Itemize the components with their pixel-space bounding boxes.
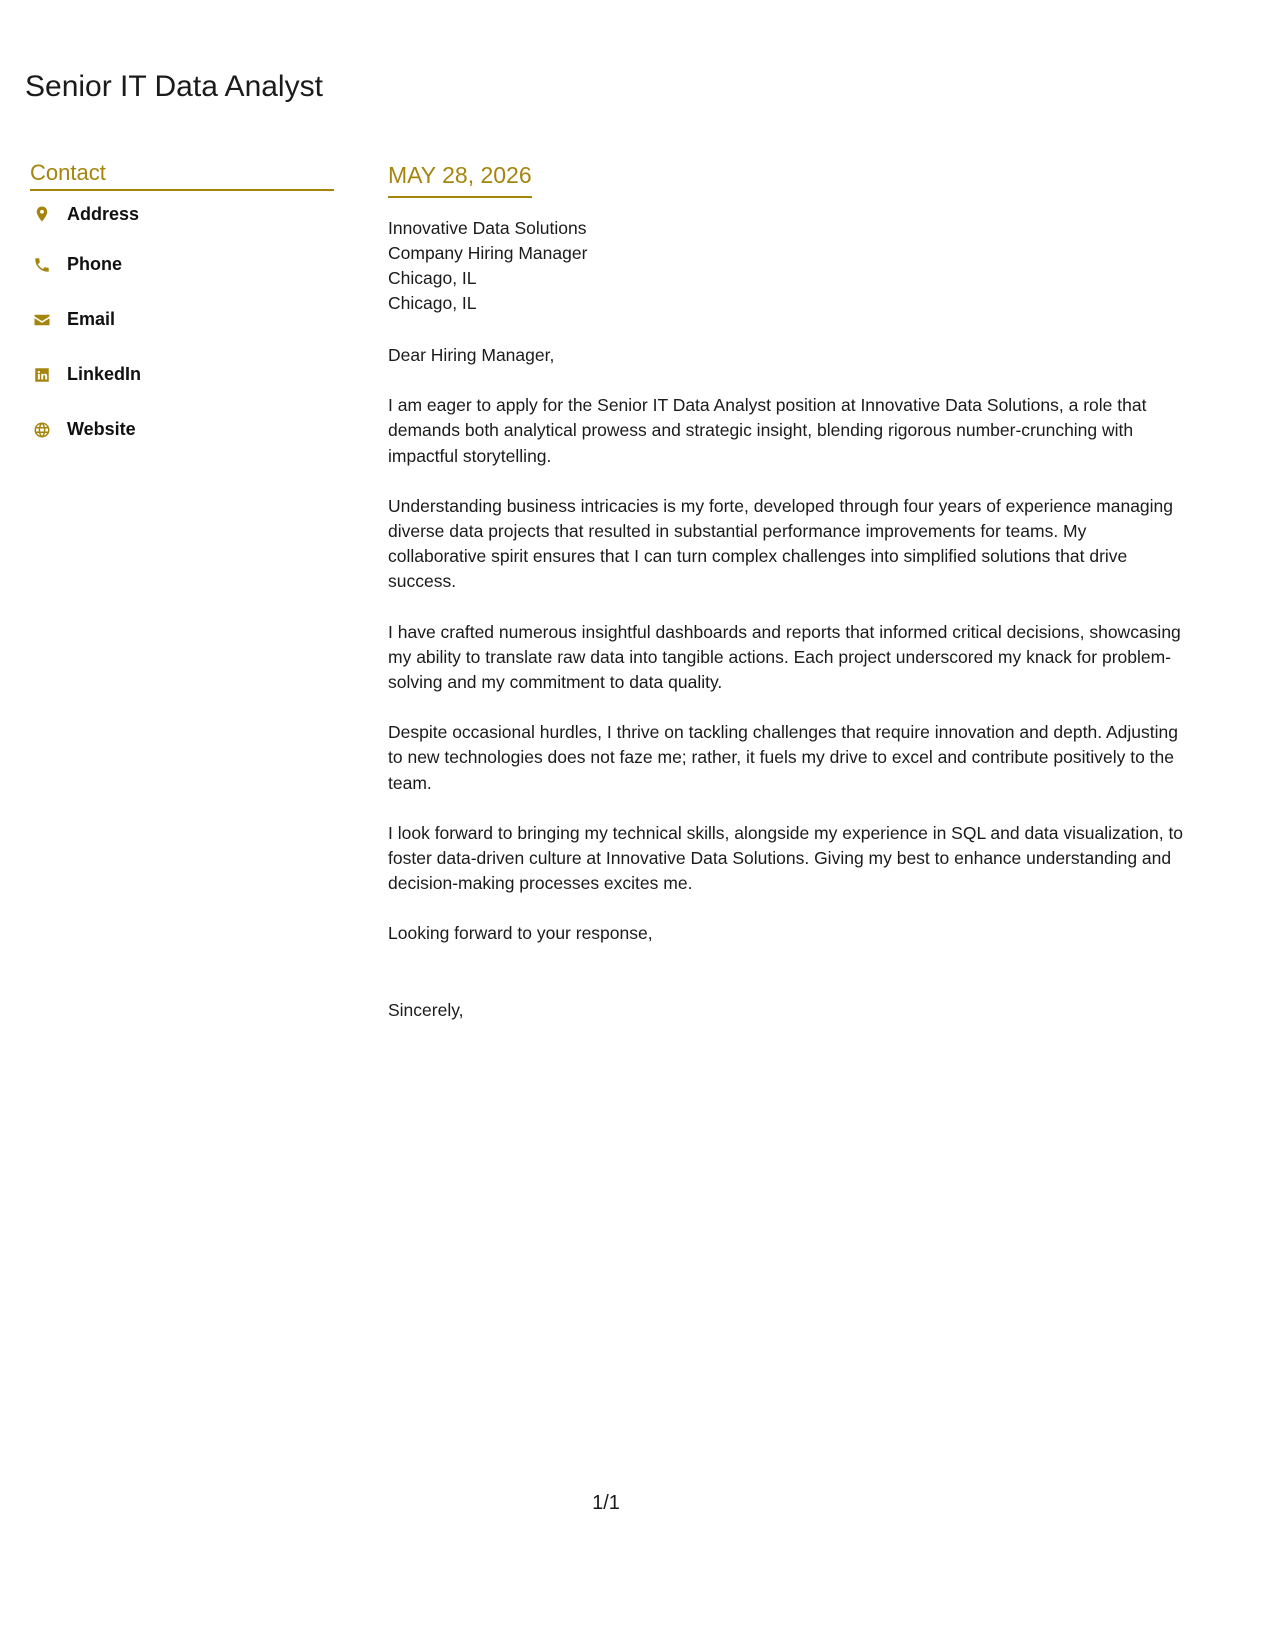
map-pin-icon: [30, 202, 54, 226]
linkedin-icon: [30, 363, 54, 387]
phone-icon: [30, 253, 54, 277]
letter-paragraph: Despite occasional hurdles, I thrive on tackling challenges that require innovation and depth. Adjusting to new technologies does not faze me; rather, it fuels my drive to excel and contribute positively to the team.: [388, 722, 1178, 793]
contact-label: LinkedIn: [67, 364, 142, 384]
contact-list: [30, 191, 334, 457]
letter-body: [388, 160, 1188, 1023]
contact-item-address: [30, 191, 334, 237]
contact-item-phone: [30, 237, 334, 292]
recipient-block: [388, 216, 1188, 316]
contact-label: Website: [67, 419, 136, 439]
recipient-company: Innovative Data Solutions: [388, 218, 587, 238]
letter-paragraph: I am eager to apply for the Senior IT Data Analyst position at Innovative Data Solutions, a role that demands both analytical prowess and strategic insight, blending rigorous number-crunching with impactful storytelling.: [388, 395, 1147, 466]
page-number: 1/1: [592, 1492, 620, 1514]
contact-label: Email: [67, 309, 116, 329]
recipient-city: Chicago, IL: [388, 268, 477, 288]
letter-paragraph: Understanding business intricacies is my forte, developed through four years of experience managing diverse data projects that resulted in substantial performance improvements for teams. My collaborative spirit ensures that I can turn complex challenges into simplified solutions that drive success.: [388, 495, 1174, 592]
contact-label: Address: [67, 203, 140, 224]
document-title: Senior IT Data Analyst: [25, 70, 323, 103]
contact-label: Phone: [67, 254, 123, 274]
recipient-contact: Company Hiring Manager: [388, 243, 588, 263]
globe-icon: [30, 418, 54, 442]
letter-paragraph: I look forward to bringing my technical skills, alongside my experience in SQL and data visualization, to foster data-driven culture at Innovative Data Solutions. Giving my best to enhance understanding and decision-making processes excites me.: [388, 822, 1184, 894]
recipient-city: Chicago, IL: [388, 293, 477, 313]
contact-item-linkedin: [30, 347, 334, 402]
contact-heading: Contact: [30, 160, 334, 191]
letter-paragraph: I have crafted numerous insightful dashboards and reports that informed critical decisions, showcasing my ability to translate raw data into tangible actions. Each project underscored my knack for problem-solving and my commitment to data quality.: [388, 621, 1181, 693]
letter-signoff: Sincerely,: [388, 999, 464, 1020]
letter-greeting: Dear Hiring Manager,: [388, 345, 555, 365]
envelope-icon: [30, 308, 54, 332]
contact-item-email: [30, 292, 334, 347]
letter-closing: Looking forward to your response,: [388, 923, 653, 944]
contact-item-website: [30, 402, 334, 457]
contact-sidebar: [30, 160, 334, 457]
letter-date: MAY 28, 2026: [388, 160, 532, 198]
